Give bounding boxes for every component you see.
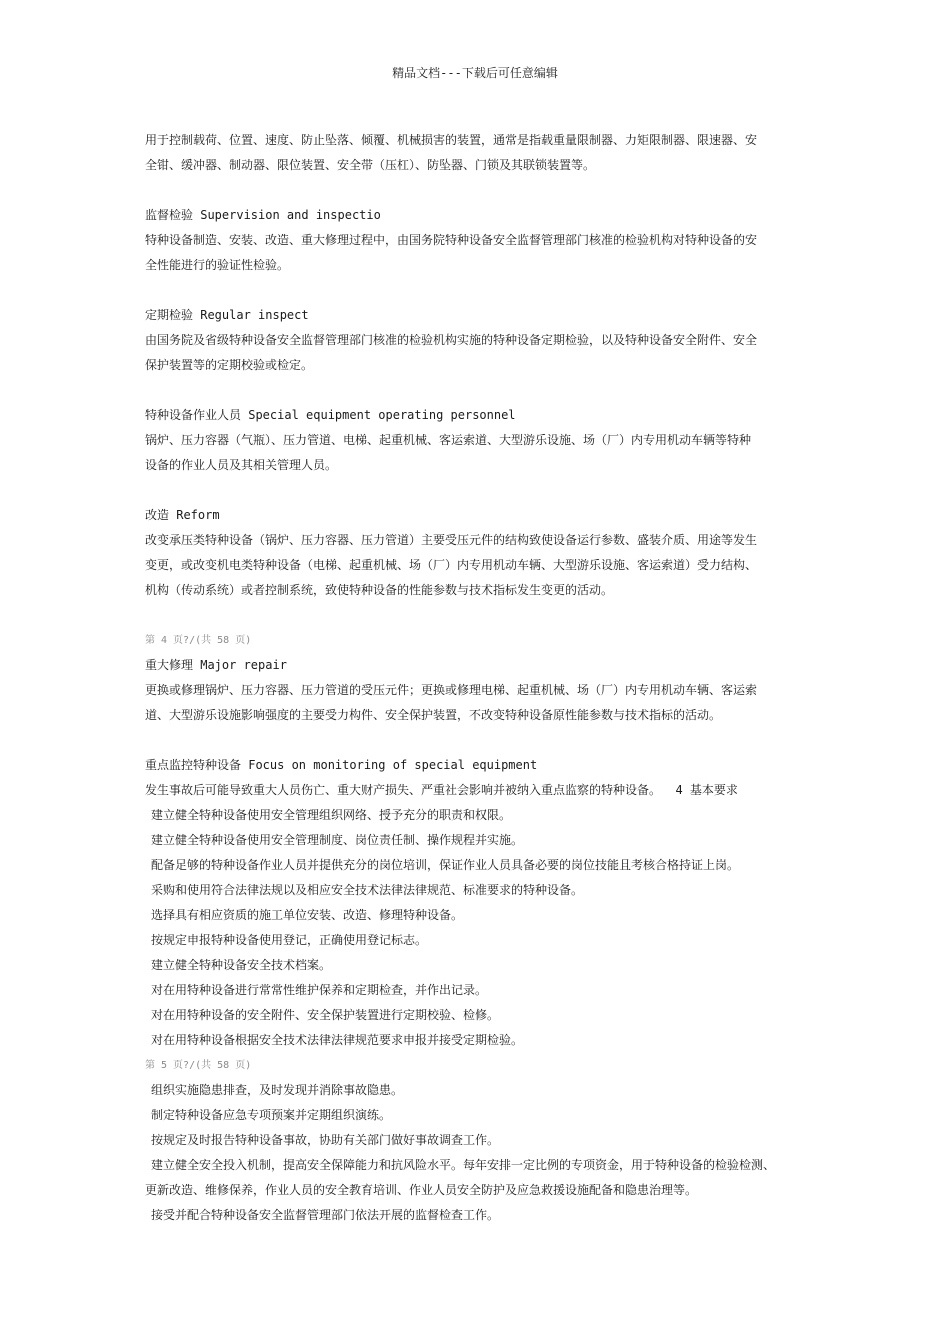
text-line: 全性能进行的验证性检验。 (145, 258, 290, 272)
text-line: 发生事故后可能导致重大人员伤亡、重大财产损失、严重社会影响并被纳入重点监察的特种设备。 4 基本要求 (145, 783, 738, 797)
term-heading: 改造 Reform (145, 508, 220, 522)
requirement-item: 接受并配合特种设备安全监督管理部门依法开展的监督检查工作。 (151, 1208, 500, 1222)
requirement-item: 配备足够的特种设备作业人员并提供充分的岗位培训，保证作业人员具备必要的岗位技能且考核合格持证上岗。 (151, 858, 740, 872)
requirement-item: 制定特种设备应急专项预案并定期组织演练。 (151, 1108, 392, 1122)
requirement-item: 建立健全安全投入机制，提高安全保障能力和抗风险水平。每年安排一定比例的专项资金，用于特种设备的检验检测、 (151, 1158, 776, 1172)
requirement-item: 采购和使用符合法律法规以及相应安全技术法律法律规范、标准要求的特种设备。 (151, 883, 584, 897)
text-line: 更换或修理锅炉、压力容器、压力管道的受压元件；更换或修理电梯、起重机械、场（厂）内专用机动车辆、客运索 (145, 683, 758, 697)
term-heading: 重大修理 Major repair (145, 658, 287, 672)
text-line: 机构（传动系统）或者控制系统，致使特种设备的性能参数与技术指标发生变更的活动。 (145, 583, 614, 597)
text-line: 用于控制载荷、位置、速度、防止坠落、倾覆、机械损害的装置，通常是指载重量限制器、力矩限制器、限速器、安 (145, 133, 758, 147)
term-heading: 特种设备作业人员 Special equipment operating personnel (145, 408, 516, 422)
page-marker: 第 4 页?/(共 58 页) (145, 635, 252, 646)
text-line: 变更，或改变机电类特种设备（电梯、起重机械、场（厂）内专用机动车辆、大型游乐设施、客运索道）受力结构、 (145, 558, 758, 572)
text-line: 道、大型游乐设施影响强度的主要受力构件、安全保护装置，不改变特种设备原性能参数与技术指标的活动。 (145, 708, 722, 722)
requirement-item: 建立健全特种设备使用安全管理组织网络、授予充分的职责和权限。 (151, 808, 512, 822)
text-line: 由国务院及省级特种设备安全监督管理部门核准的检验机构实施的特种设备定期检验，以及特种设备安全附件、安全 (145, 333, 758, 347)
requirement-item: 建立健全特种设备使用安全管理制度、岗位责任制、操作规程并实施。 (151, 833, 524, 847)
requirement-item: 对在用特种设备的安全附件、安全保护装置进行定期校验、检修。 (151, 1008, 500, 1022)
text-line: 保护装置等的定期校验或检定。 (145, 358, 314, 372)
requirement-item: 选择具有相应资质的施工单位安装、改造、修理特种设备。 (151, 908, 464, 922)
requirement-item: 按规定申报特种设备使用登记，正确使用登记标志。 (151, 933, 428, 947)
requirement-item: 建立健全特种设备安全技术档案。 (151, 958, 332, 972)
term-heading: 定期检验 Regular inspect (145, 308, 309, 322)
requirement-item: 对在用特种设备进行常常性维护保养和定期检查，并作出记录。 (151, 983, 488, 997)
term-heading: 监督检验 Supervision and inspectio (145, 208, 381, 222)
text-line: 设备的作业人员及其相关管理人员。 (145, 458, 338, 472)
page-marker: 第 5 页?/(共 58 页) (145, 1060, 252, 1071)
text-line: 更新改造、维修保养，作业人员的安全教育培训、作业人员安全防护及应急救援设施配备和隐患治理等。 (145, 1183, 698, 1197)
document-body (145, 128, 825, 1228)
text-line: 锅炉、压力容器（气瓶）、压力管道、电梯、起重机械、客运索道、大型游乐设施、场（厂）内专用机动车辆等特种 (145, 433, 752, 447)
term-heading: 重点监控特种设备 Focus on monitoring of special equipment (145, 758, 538, 772)
requirement-item: 组织实施隐患排查，及时发现并消除事故隐患。 (151, 1083, 404, 1097)
text-line: 改变承压类特种设备（锅炉、压力容器、压力管道）主要受压元件的结构致使设备运行参数、盛装介质、用途等发生 (145, 533, 758, 547)
requirement-item: 按规定及时报告特种设备事故，协助有关部门做好事故调查工作。 (151, 1133, 500, 1147)
text-line: 特种设备制造、安装、改造、重大修理过程中，由国务院特种设备安全监督管理部门核准的检验机构对特种设备的安 (145, 233, 758, 247)
text-line: 全钳、缓冲器、制动器、限位装置、安全带（压杠）、防坠器、门锁及其联锁装置等。 (145, 158, 596, 172)
requirement-item: 对在用特种设备根据安全技术法律法律规范要求申报并接受定期检验。 (151, 1033, 524, 1047)
document-header: 精品文档---下载后可任意编辑 (392, 66, 558, 80)
